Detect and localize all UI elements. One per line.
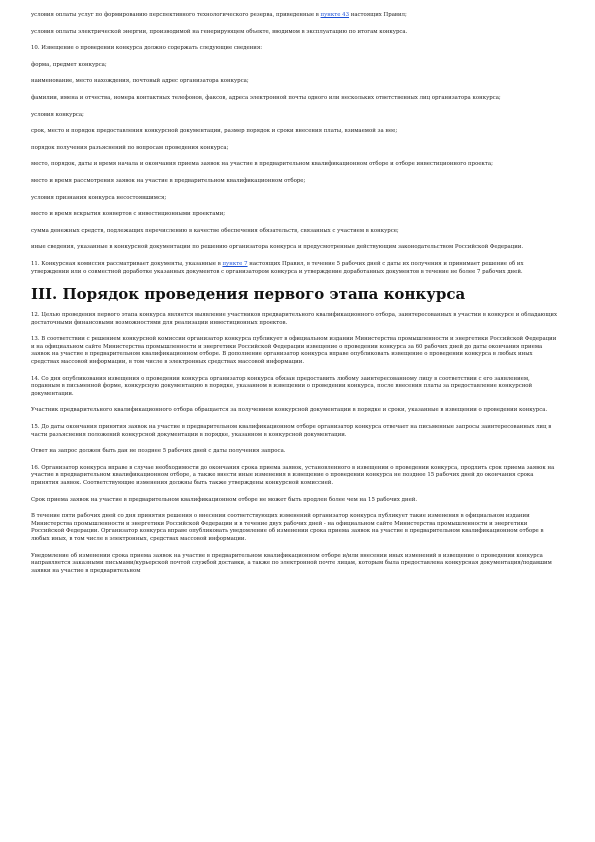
paragraph: Срок приема заявок на участие в предварительном квалификационном отборе не может быть продлен более чем на 15 рабочих дней. [31, 496, 418, 503]
paragraph-text: настоящих Правил; [349, 12, 407, 18]
paragraph: условия конкурса; [31, 111, 84, 118]
paragraph: сумма денежных средств, подлежащих перечислению в качестве обеспечения обязательств, связанных с участием в конкурсе; [31, 227, 399, 234]
document-body-bottom [31, 312, 559, 575]
document-body-top [31, 12, 559, 276]
paragraph: условия оплаты электрической энергии, производимой на генерирующем объекте, вводимом в эксплуатацию по итогам конкурса. [31, 28, 408, 35]
paragraph: место и время вскрытия конвертов с инвестиционными проектами; [31, 211, 226, 218]
paragraph: 14. Со дня опубликования извещения о проведении конкурса организатор конкурса обязан предоставить любому заинтересованному лицу в соответствии с его заявлением, поданным в письменной форме, конкурсную документацию в порядке, указанном в извещении о проведении конкурса, после внесения платы за предоставление конкурсной документации. [31, 375, 533, 397]
paragraph: 10. Извещение о проведении конкурса должно содержать следующие сведения: [31, 45, 263, 52]
paragraph [31, 12, 559, 20]
paragraph-text: настоящих Правил, в течение 5 рабочих дней с даты их получения и принимает решение об их утверждении или о совместной доработке указанных документов с организатором конкурса и утверждение доработанных документов в течение не более 7 рабочих дней. [31, 260, 524, 275]
paragraph: срок, место и порядок предоставления конкурсной документации, размер порядок и сроки внесения платы, взимаемой за нее; [31, 128, 398, 135]
section-heading: III. Порядок проведения первого этапа конкурса [31, 285, 466, 304]
paragraph: условия признания конкурса несостоявшимся; [31, 194, 167, 201]
paragraph-text: 11. Конкурсная комиссия рассматривает документы, указанные в [31, 260, 223, 267]
paragraph: Ответ на запрос должен быть дан не позднее 5 рабочих дней с даты получения запроса. [31, 448, 286, 455]
paragraph: место и время рассмотрения заявок на участие в предварительном квалификационном отборе; [31, 177, 306, 184]
paragraph: 13. В соответствии с решением конкурсной комиссии организатор конкурса публикует в официальном издании Министерства промышленности и энергетики Российской Федерации и на официальном сайте Министерства промышленности и энергетики Российской Федерации извещение о проведении конкурса за 60 рабочих дней до даты окончания приема заявок на участие в предварительном квалификационном отборе. В дополнение организатор конкурса вправе опубликовать извещение о проведении конкурса в любых иных средствах массовой информации, в том числе в электронных средствах массовой информации. [31, 336, 557, 366]
paragraph: Участник предварительного квалификационного отбора обращается за получением конкурсной документации в порядке и сроки, указанные в извещении о проведении конкурса. [31, 407, 548, 414]
paragraph: наименование, место нахождения, почтовый адрес организатора конкурса; [31, 78, 249, 85]
paragraph: 15. До даты окончания принятия заявок на участие в предварительном квалификационном отборе организатор конкурса отвечает на письменные запросы заинтересованных лиц в части разъяснения положений конкурсной документации в порядке, указанном в конкурсной документации. [31, 424, 552, 438]
paragraph: форма, предмет конкурса; [31, 61, 107, 68]
paragraph: 16. Организатор конкурса вправе в случае необходимости до окончания срока приема заявок, установленного в извещении о проведении конкурса, продлить срок приема заявок на участие в предварительном квалификационном отборе, а также внести иные изменения в извещение о проведении конкурса не позднее 15 рабочих дней до окончания срока принятия заявок. Соответствующие изменения должны быть также утверждены конкурсной комиссией. [31, 464, 555, 486]
paragraph [31, 261, 559, 276]
cross-reference-link[interactable]: пункте 7 [222, 260, 248, 267]
paragraph: 12. Целью проведения первого этапа конкурса является выявление участников предварительного квалификационного отбора, заинтересованных в участии в конкурсе и обладающих достаточными финансовыми возможностями для реализации инвестиционных проектов. [31, 312, 558, 326]
paragraph: порядок получения разъяснений по вопросам проведения конкурса; [31, 144, 229, 151]
paragraph: Уведомление об изменении срока приема заявок на участие в предварительном квалификационном отборе и/или внесении иных изменений в извещение о проведении конкурса направляется заказными письмами/курьерской почтой службой доставки, а также по электронной почте лицам, которым была предоставлена конкурсная документация/подавшим заявки на участие в предварительном [31, 552, 552, 574]
cross-reference-link[interactable]: пункте 43 [320, 12, 350, 18]
paragraph-text: условия оплаты услуг по формированию перспективного технологического резерва, приведенные в [31, 12, 321, 18]
paragraph: место, порядок, даты и время начала и окончания приема заявок на участие в предварительном квалификационном отборе и отборе инвестиционного проекта; [31, 161, 493, 168]
paragraph: В течение пяти рабочих дней со дня принятия решения о внесении соответствующих изменений организатор конкурса публикует такие изменения в официальном издании Министерства промышленности и энергетики Российской Федерации и в течение двух рабочих дней - на официальном сайте Министерства промышленности и энергетики Российской Федерации. Организатор конкурса вправе опубликовать уведомление об изменении срока приема заявок на участие в предварительном квалификационном отборе в любых иных, в том числе в электронных, средствах массовой информации. [31, 513, 544, 542]
paragraph: фамилии, имена и отчества, номера контактных телефонов, факсов, адреса электронной почты одного или нескольких ответственных лиц организатора конкурса; [31, 94, 501, 101]
paragraph: иные сведения, указанные в конкурсной документации по решению организатора конкурса и предусмотренные действующим законодательством Российской Федерации. [31, 244, 524, 251]
